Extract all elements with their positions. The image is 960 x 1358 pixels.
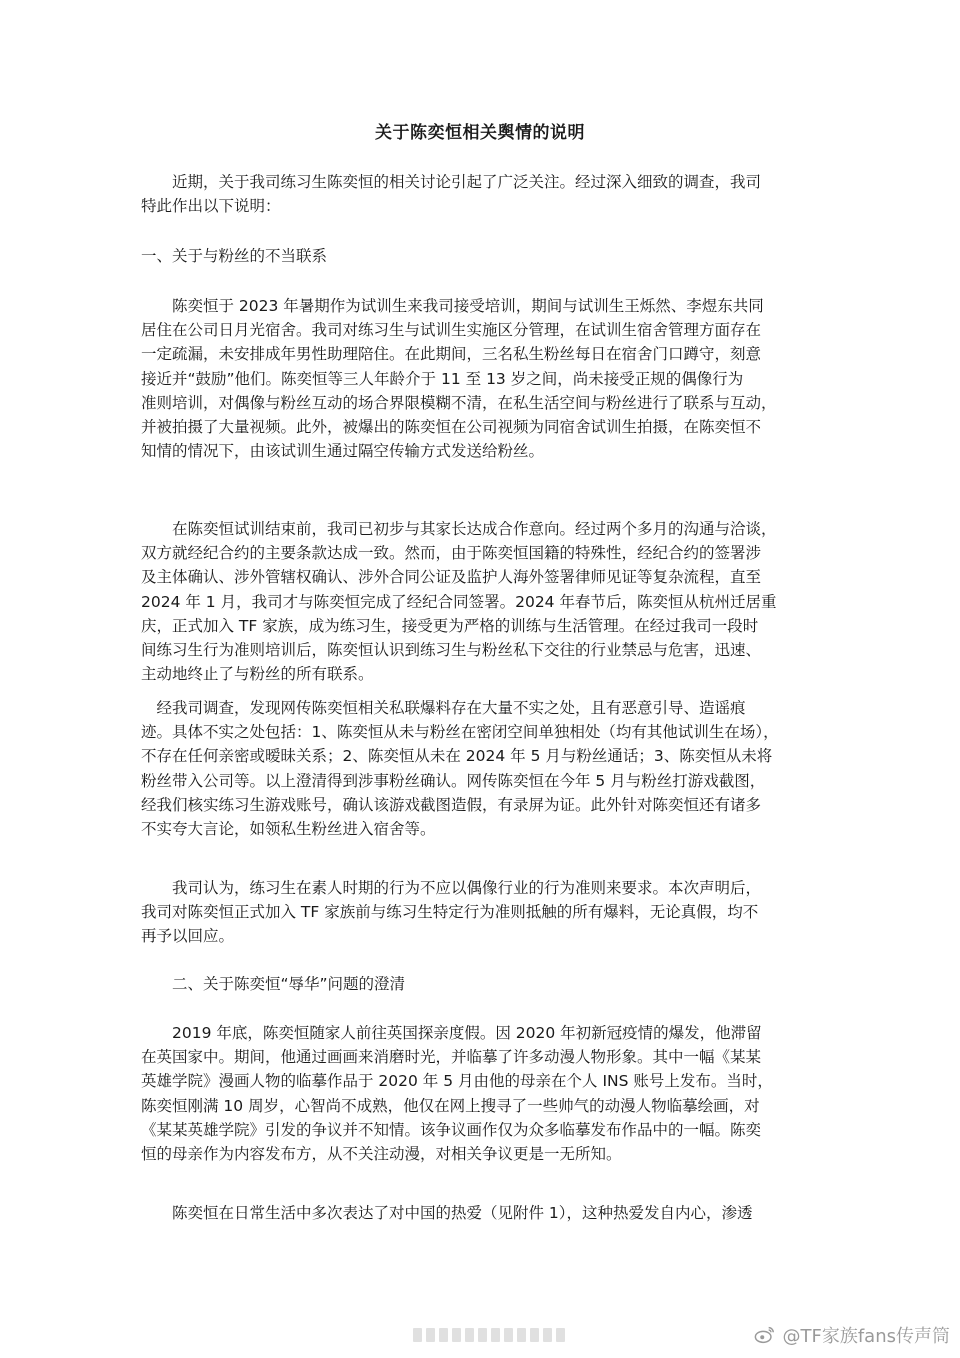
paragraph-love-for-china: 陈奕恒在日常生活中多次表达了对中国的热爱（见附件 1），这种热爱发自内心，渗透 <box>141 1204 753 1222</box>
watermark-text: @TF家族fans传声筒 <box>782 1326 950 1347</box>
paragraph-contract-signing: 在陈奕恒试训结束前，我司已初步与其家长达成合作意向。经过两个多月的沟通与洽谈， 双方就经纪合约的主要条款达成一致。然而，由于陈奕恒国籍的特殊性，经纪合约的签署涉 及主体确认、涉外管辖权确认、涉外合同公证及监护人海外签署律师见证等复杂流程，直至 2024 年 1 月，我司才与陈奕恒完成了经纪合同签署。2024 年春节后，陈奕恒从杭州迁居重 庆，正式加入 TF 家族，成为练习生，接受更为严格的训练与生活管理。在经过我司一段时 间练习生行为准则培训后，陈奕恒认识到练习生与粉丝私下交往的行业禁忌与危害，迅速、 主动地终止了与粉丝的所有联系。 <box>141 520 777 684</box>
document-title: 关于陈奕恒相关舆情的说明 <box>375 123 585 143</box>
paragraph-drawing-background: 2019 年底，陈奕恒随家人前往英国探亲度假。因 2020 年初新冠疫情的爆发，他滞留 在英国家中。期间，他通过画画来消磨时光，并临摹了许多动漫人物形象。其中一幅《某某 英雄学院》漫画人物的临摹作品于 2020 年 5 月由他的母亲在个人 INS 账号上发布。当时， 陈奕恒刚满 10 周岁，心智尚不成熟，他仅在网上搜寻了一些帅气的动漫人物临摹绘画，对 《某某英雄学院》引发的争议并不知情。该争议画作仅为众多临摹发布作品中的一幅。陈奕 恒的母亲作为内容发布方，从不关注动漫，对相关争议更是一无所知。 <box>141 1024 773 1164</box>
image-page-indicator <box>413 1328 565 1342</box>
section-heading-fan-contact: 一、关于与粉丝的不当联系 <box>141 247 328 265</box>
intro-paragraph: 近期，关于我司练习生陈奕恒的相关讨论引起了广泛关注。经过深入细致的调查，我司 特此作出以下说明： <box>141 173 762 216</box>
weibo-logo-icon <box>754 1324 776 1346</box>
section-heading-clarification: 二、关于陈奕恒“辱华”问题的澄清 <box>172 975 406 993</box>
paragraph-trainee-period: 陈奕恒于 2023 年暑期作为试训生来我司接受培训，期间与试训生王烁然、李煜东共同 居住在公司日月光宿舍。我司对练习生与试训生实施区分管理，在试训生宿舍管理方面存在 一定疏漏，未安排成年男性助理陪住。在此期间，三名私生粉丝每日在宿舍门口蹲守，刻意 接近并“鼓励”他们。陈奕恒等三人年龄介于 11 至 13 岁之间，尚未接受正规的偶像行为 准则培训，对偶像与粉丝互动的场合界限模糊不清，在私生活空间与粉丝进行了联系与互动， 并被拍摄了大量视频。此外，被爆出的陈奕恒在公司视频为同宿舍试训生拍摄，在陈奕恒不 知情的情况下，由该试训生通过隔空传输方式发送给粉丝。 <box>141 297 777 461</box>
weibo-watermark <box>754 1322 950 1348</box>
paragraph-investigation-findings: 经我司调查，发现网传陈奕恒相关私联爆料存在大量不实之处，且有恶意引导、造谣痕 迹。具体不实之处包括：1、陈奕恒从未与粉丝在密闭空间单独相处（均有其他试训生在场）， 不存在任何亲密或暧昧关系；2、陈奕恒从未在 2024 年 5 月与粉丝通话；3、陈奕恒从未将 粉丝带入公司等。以上澄清得到涉事粉丝确认。网传陈奕恒在今年 5 月与粉丝打游戏截图， 经我们核实练习生游戏账号，确认该游戏截图造假，有录屏为证。此外针对陈奕恒还有诸多 不实夸大言论，如领私生粉丝进入宿舍等。 <box>141 699 779 839</box>
paragraph-company-position: 我司认为，练习生在素人时期的行为不应以偶像行业的行为准则来要求。本次声明后， 我司对陈奕恒正式加入 TF 家族前与练习生特定行为准则抵触的所有爆料，无论真假，均不 再予以回应。 <box>141 879 762 946</box>
